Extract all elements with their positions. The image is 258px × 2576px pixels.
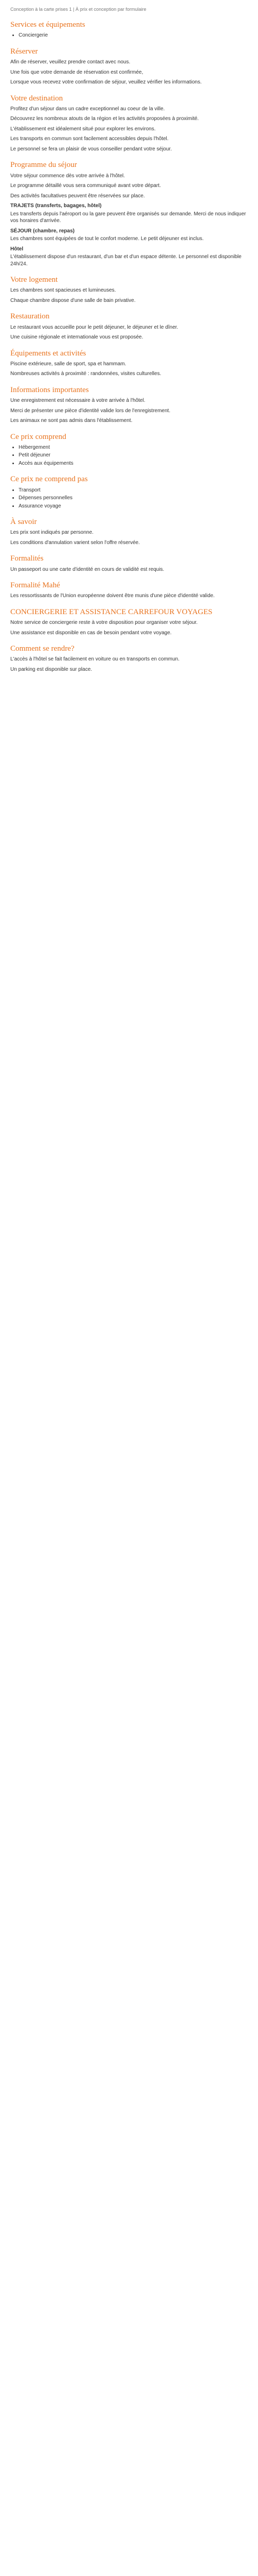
- section-7: [10, 385, 248, 425]
- paragraph: Une cuisine régionale et internationale vous est proposée.: [10, 334, 143, 341]
- section-title: Restauration: [10, 312, 50, 321]
- list-item: • Assurance voyage: [19, 503, 248, 510]
- paragraph: Profitez d'un séjour dans un cadre exceptionnel au coeur de la ville.: [10, 106, 165, 112]
- section-title: Équipements et activités: [10, 349, 86, 358]
- paragraph: Lorsque vous recevez votre confirmation de séjour, veuillez vérifier les informations.: [10, 79, 202, 86]
- section-14: [10, 643, 248, 673]
- section-title: Formalité Mahé: [10, 581, 60, 590]
- page: [5, 0, 253, 686]
- section-9: [10, 474, 248, 510]
- paragraph: Le programme détaillé vous sera communiqué avant votre départ.: [10, 183, 161, 189]
- paragraph: Votre séjour commence dès votre arrivée à l'hôtel.: [10, 173, 125, 179]
- paragraph: Les conditions d'annulation varient selon l'offre réservée.: [10, 539, 140, 546]
- section-title: Ce prix comprend: [10, 432, 67, 441]
- paragraph: Une enregistrement est nécessaire à votre arrivée à l'hôtel.: [10, 398, 146, 404]
- list-item: • Petit déjeuner: [19, 452, 248, 459]
- list-item: • Dépenses personnelles: [19, 495, 248, 502]
- paragraph: L'établissement est idéalement situé pour explorer les environs.: [10, 126, 156, 132]
- paragraph: Un parking est disponible sur place.: [10, 666, 92, 672]
- paragraph: L'accès à l'hôtel se fait facilement en voiture ou en transports en commun.: [10, 656, 180, 663]
- subsection-label: TRAJETS (transferts, bagages, hôtel): [10, 203, 102, 209]
- section-title: Réserver: [10, 47, 38, 56]
- section-3: [10, 160, 248, 267]
- paragraph: Piscine extérieure, salle de sport, spa et hammam.: [10, 361, 126, 367]
- list-item: • Transport: [19, 487, 248, 494]
- subsection-label: SÉJOUR (chambre, repas): [10, 228, 75, 234]
- paragraph: Des activités facultatives peuvent être réservées sur place.: [10, 193, 145, 199]
- section-title: Informations importantes: [10, 385, 89, 394]
- paragraph: Les prix sont indiqués par personne.: [10, 530, 94, 536]
- subsection-label: Hôtel: [10, 246, 23, 252]
- section-1: [10, 46, 248, 86]
- breadcrumb: [10, 6, 248, 12]
- paragraph: Chaque chambre dispose d'une salle de bain privative.: [10, 297, 136, 303]
- paragraph: L'établissement dispose d'un restaurant, d'un bar et d'un espace détente. Le personnel est disponible 24h/24.: [10, 254, 241, 267]
- section-4: [10, 275, 248, 304]
- paragraph: Afin de réserver, veuillez prendre contact avec nous.: [10, 59, 131, 65]
- section-title: Services et équipements: [10, 21, 85, 29]
- paragraph: Le personnel se fera un plaisir de vous conseiller pendant votre séjour.: [10, 146, 172, 152]
- list-item: • Accès aux équipements: [19, 460, 248, 467]
- section-11: [10, 553, 248, 573]
- paragraph: Les ressortissants de l'Union européenne doivent être munis d'une pièce d'identité valide.: [10, 593, 215, 599]
- paragraph: Les transports en commun sont facilement accessibles depuis l'hôtel.: [10, 136, 169, 142]
- list-item: • Hébergement: [19, 444, 248, 451]
- section-13: [10, 607, 248, 636]
- section-title: Votre destination: [10, 94, 63, 103]
- section-12: [10, 580, 248, 600]
- paragraph: Nombreuses activités à proximité : randonnées, visites culturelles.: [10, 371, 162, 377]
- paragraph: Les animaux ne sont pas admis dans l'établissement.: [10, 418, 133, 424]
- paragraph: Un passeport ou une carte d'identité en cours de validité est requis.: [10, 566, 165, 572]
- paragraph: Les transferts depuis l'aéroport ou la gare peuvent être organisés sur demande. Merci de nous indiquer vos horaires d'arrivée.: [10, 211, 246, 224]
- section-5: [10, 311, 248, 341]
- breadcrumb-link[interactable]: Conception à la carte prises 1 | À prix et conception par formulaire: [10, 7, 147, 12]
- paragraph: Une assistance est disponible en cas de besoin pendant votre voyage.: [10, 630, 172, 636]
- section-6: [10, 348, 248, 378]
- paragraph: Le restaurant vous accueille pour le petit déjeuner, le déjeuner et le dîner.: [10, 324, 179, 330]
- paragraph: Merci de présenter une pièce d'identité valide lors de l'enregistrement.: [10, 408, 171, 414]
- bullet-list: [19, 32, 248, 39]
- section-title: CONCIERGERIE ET ASSISTANCE CARREFOUR VOYAGES: [10, 607, 213, 616]
- bullet-list: [19, 444, 248, 467]
- content-sections: [10, 20, 248, 673]
- section-title: À savoir: [10, 518, 37, 527]
- section-title: Comment se rendre?: [10, 645, 75, 653]
- paragraph: Les chambres sont spacieuses et lumineuses.: [10, 287, 116, 294]
- section-title: Formalités: [10, 554, 44, 563]
- section-title: Programme du séjour: [10, 161, 77, 170]
- section-8: [10, 432, 248, 467]
- section-2: [10, 93, 248, 153]
- list-item: • Conciergerie: [19, 32, 248, 39]
- bullet-list: [19, 487, 248, 510]
- paragraph: Découvrez les nombreux atouts de la région et les activités proposées à proximité.: [10, 116, 199, 122]
- paragraph: Notre service de conciergerie reste à votre disposition pour organiser votre séjour.: [10, 620, 198, 626]
- section-10: [10, 517, 248, 546]
- section-title: Votre logement: [10, 276, 58, 284]
- paragraph: Une fois que votre demande de réservation est confirmée,: [10, 69, 143, 75]
- paragraph: Les chambres sont équipées de tout le confort moderne. Le petit déjeuner est inclus.: [10, 236, 204, 242]
- section-title: Ce prix ne comprend pas: [10, 475, 88, 484]
- section-0: [10, 20, 248, 39]
